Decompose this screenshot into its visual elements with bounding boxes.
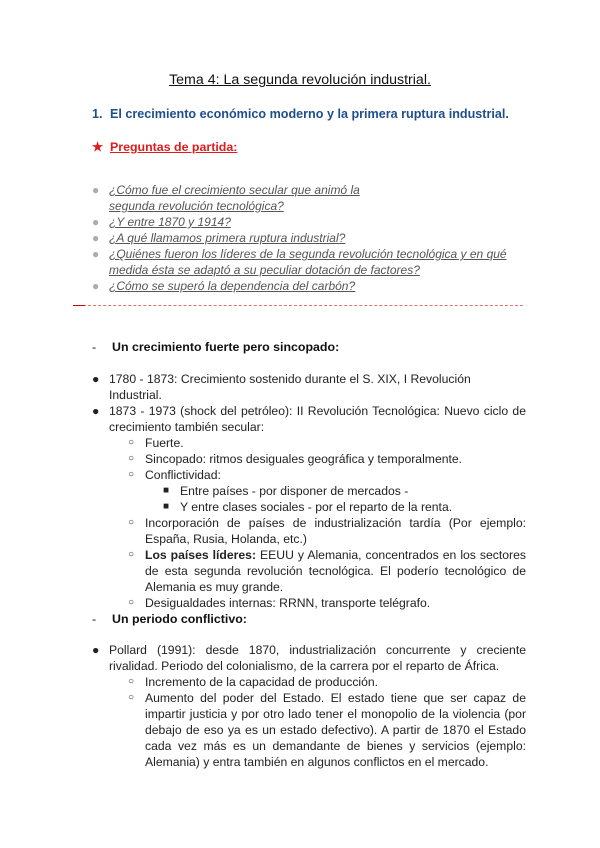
questions-heading-label: Preguntas de partida: bbox=[110, 140, 238, 154]
list-item bbox=[92, 642, 526, 674]
hollow-bullet-icon: ○ bbox=[128, 549, 135, 560]
list-item bbox=[92, 595, 526, 611]
item-text: Pollard (1991): desde 1870, industrialización concurrente y creciente rivalidad. Periodo del colonialismo, de la carrera por el reparto de África. bbox=[109, 643, 526, 673]
item-text: Incremento de la capacidad de producción. bbox=[145, 675, 379, 689]
hollow-bullet-icon: ○ bbox=[128, 676, 135, 687]
question-text: ¿Cómo fue el crecimiento secular que animó la segunda revolución tecnológica? bbox=[109, 183, 360, 213]
question-list bbox=[92, 182, 532, 294]
subheading-conflictivo bbox=[92, 612, 247, 626]
list-item bbox=[92, 435, 526, 451]
bullet-icon: ● bbox=[92, 231, 100, 245]
section-heading bbox=[92, 107, 509, 121]
star-icon: ★ bbox=[92, 140, 104, 154]
subheading-text: Un crecimiento fuerte pero sincopado: bbox=[112, 340, 340, 354]
list-item bbox=[92, 690, 526, 770]
square-bullet-icon: ■ bbox=[163, 485, 170, 496]
crecimiento-list bbox=[92, 371, 526, 611]
item-text: Y entre clases sociales - por el reparto de la renta. bbox=[180, 500, 453, 514]
list-item bbox=[92, 403, 526, 435]
hollow-bullet-icon: ○ bbox=[128, 437, 135, 448]
item-text: Desigualdades internas: RRNN, transporte telégrafo. bbox=[145, 596, 431, 610]
subheading-crecimiento bbox=[92, 340, 339, 354]
section-number: 1. bbox=[92, 107, 103, 121]
question-item[interactable] bbox=[92, 182, 532, 214]
question-item[interactable] bbox=[92, 230, 532, 246]
list-item bbox=[92, 547, 526, 595]
list-item bbox=[92, 483, 526, 499]
hollow-bullet-icon: ○ bbox=[128, 692, 135, 703]
conflictivo-list bbox=[92, 642, 526, 770]
document-title: Tema 4: La segunda revolución industrial. bbox=[169, 72, 431, 88]
question-item[interactable] bbox=[92, 214, 532, 230]
hollow-bullet-icon: ○ bbox=[128, 597, 135, 608]
item-text: Sincopado: ritmos desiguales geográfica y temporalmente. bbox=[145, 452, 463, 466]
questions-heading bbox=[92, 139, 237, 154]
item-text: 1780 - 1873: Crecimiento sostenido durante el S. XIX, I Revolución Industrial. bbox=[109, 372, 471, 402]
dashed-separator bbox=[73, 305, 523, 306]
list-item bbox=[92, 499, 526, 515]
question-text: ¿Quiénes fueron los líderes de la segunda revolución tecnológica y en qué medida ésta se adaptó a su peculiar dotación de factores? bbox=[109, 247, 507, 277]
item-bold-text: Los países líderes: bbox=[145, 548, 256, 562]
item-text: Fuerte. bbox=[145, 436, 184, 450]
square-bullet-icon: ■ bbox=[163, 501, 170, 512]
dash-marker: - bbox=[92, 340, 97, 354]
item-text: EEUU y Alemania, concentrados en los sectores de esta segunda revolución tecnológica. El poderío tecnológico de Alemania es muy grande. bbox=[145, 548, 526, 594]
hollow-bullet-icon: ○ bbox=[128, 517, 135, 528]
hollow-bullet-icon: ○ bbox=[128, 453, 135, 464]
question-item[interactable] bbox=[92, 246, 532, 278]
separator-lead bbox=[73, 305, 85, 306]
question-text: ¿Cómo se superó la dependencia del carbón? bbox=[109, 279, 356, 293]
section-title: El crecimiento económico moderno y la primera ruptura industrial. bbox=[110, 107, 509, 121]
bullet-icon: ● bbox=[92, 372, 100, 386]
subheading-text: Un periodo conflictivo: bbox=[112, 612, 247, 626]
question-item[interactable] bbox=[92, 278, 532, 294]
bullet-icon: ● bbox=[92, 215, 100, 229]
list-item bbox=[92, 371, 526, 403]
bullet-icon: ● bbox=[92, 279, 100, 293]
item-text: Conflictividad: bbox=[145, 468, 221, 482]
list-item bbox=[92, 674, 526, 690]
item-text: Entre países - por disponer de mercados - bbox=[180, 484, 409, 498]
bullet-icon: ● bbox=[92, 183, 100, 197]
item-text: Incorporación de países de industrialización tardía (Por ejemplo: España, Rusia, Holanda, etc.) bbox=[145, 516, 526, 546]
list-item bbox=[92, 467, 526, 483]
item-text: 1873 - 1973 (shock del petróleo): II Revolución Tecnológica: Nuevo ciclo de crecimiento también secular: bbox=[109, 404, 526, 434]
item-text: Aumento del poder del Estado. El estado tiene que ser capaz de impartir justicia y por otro lado tener el monopolio de la violencia (por debajo de eso ya es un estado defectivo). A partir de 1870 el Estado cada vez más es un demandante de bienes y servicios (ejemplo: Alemania) y entra también en algunos conflictos en el mercado. bbox=[145, 691, 526, 769]
bullet-icon: ● bbox=[92, 247, 100, 261]
bullet-icon: ● bbox=[92, 643, 100, 657]
bullet-icon: ● bbox=[92, 404, 100, 418]
question-text: ¿Y entre 1870 y 1914? bbox=[109, 215, 231, 229]
dash-marker: - bbox=[92, 612, 97, 626]
list-item bbox=[92, 515, 526, 547]
list-item bbox=[92, 451, 526, 467]
question-text: ¿A qué llamamos primera ruptura industrial? bbox=[109, 231, 346, 245]
hollow-bullet-icon: ○ bbox=[128, 469, 135, 480]
